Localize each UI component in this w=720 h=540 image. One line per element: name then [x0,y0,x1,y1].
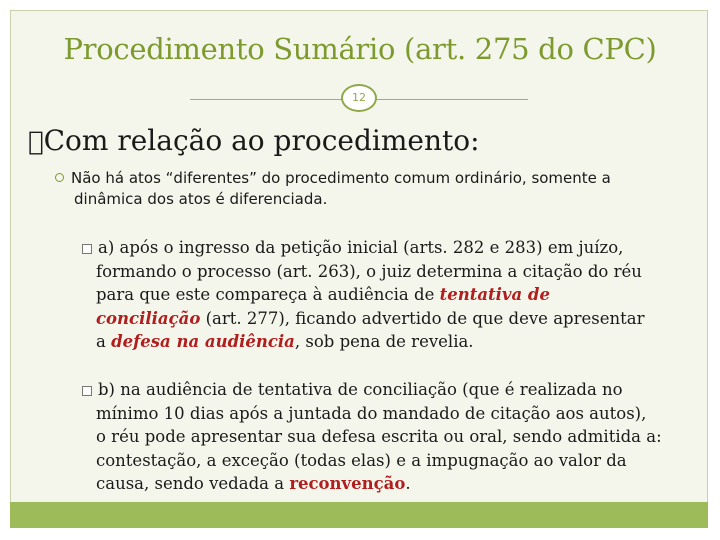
item-b-line-3: o réu pode apresentar sua defesa escrita ou oral, sendo admitida a: [96,427,662,446]
item-a-line-3: para que este compareça à audiência de [96,285,440,304]
item-b-line-4: contestação, a exceção (todas elas) e a impugnação ao valor da [96,450,627,470]
highlight-defesa: defesa na audiência [111,332,295,351]
highlight-conciliacao: conciliação [96,308,201,328]
item-a-line-5-post: , sob pena de revelia. [294,332,474,351]
list-item-b [82,378,682,496]
heading-text: Com relação ao procedimento: [28,124,464,157]
item-a-line-1: a) após o ingresso da petição inicial (arts. 282 e 283) em juízo, [98,238,624,257]
point-bullet [55,168,685,210]
checkbox-bullet-icon [82,386,92,396]
checkbox-bullet-icon [82,244,92,254]
slide-number-badge: 12 [341,84,377,112]
item-a-line-2: formando o processo (art. 263), o juiz determina a citação do réu [96,261,642,281]
ring-bullet-icon [55,173,64,182]
item-a-line-4: (art. 277), ficando advertido de que deve apresentar [200,308,645,328]
point-line-1: Não há atos “diferentes” do procedimento comum ordinário, somente a [71,169,611,187]
item-a-line-5-pre: a [96,332,112,351]
highlight-reconvencao: reconvenção [289,474,406,493]
footer-bar [10,502,708,528]
item-b-line-5-pre: causa, sendo vedada a [96,474,290,493]
item-b-line-5-post: . [405,474,411,493]
section-heading [28,124,480,157]
point-line-2: dinâmica dos atos é diferenciada. [74,190,328,208]
item-b-line-2: mínimo 10 dias após a juntada do mandado de citação aos autos), [96,403,647,423]
heading-bullet-icon [28,127,44,157]
item-b-line-1: b) na audiência de tentativa de conciliação (que é realizada no [98,380,623,399]
list-item-a [82,236,682,354]
highlight-tentativa: tentativa de [439,285,550,304]
slide-title: Procedimento Sumário (art. 275 do CPC) [63,32,657,66]
